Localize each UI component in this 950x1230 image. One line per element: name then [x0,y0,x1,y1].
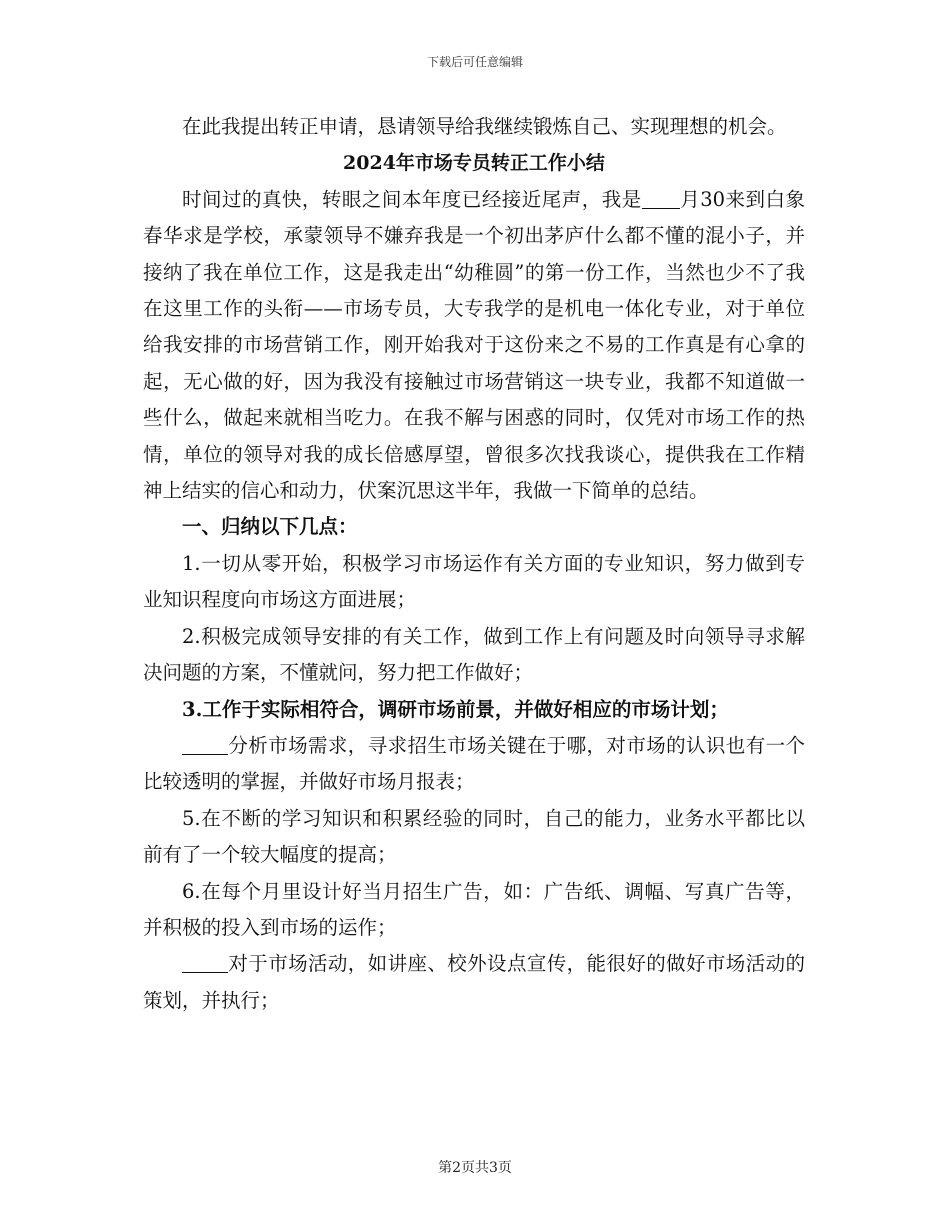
intro-text-part1: 时间过的真快，转眼之间本年度已经接近尾声，我是 [182,187,642,211]
list-item-1: 1.一切从零开始，积极学习市场运作有关方面的专业知识，努力做到专业知识程度向市场这方面进展； [143,551,805,612]
intro-text-part2: 月30来到白象春华求是学校，承蒙领导不嫌弃我是一个初出茅庐什么都不懂的混小子，并接纳了我在单位工作，这是我走出“幼稚圆”的第一份工作，当然也少不了我在这里工作的头衔——市场专员，大专我学的是机电一体化专业，对于单位给我安排的市场营销工作，刚开始我对于这份来之不易的工作真是有心拿的起，无心做的好，因为我没有接触过市场营销这一块专业，我都不知道做一些什么，做起来就相当吃力。在我不解与困惑的同时，仅凭对市场工作的热情，单位的领导对我的成长倍感厚望，曾很多次找我谈心，提供我在工作精神上结实的信心和动力，伏案沉思这半年，我做一下简单的总结。 [143,187,805,503]
list-item-7 [143,946,805,1019]
page-header: 下载后可任意编辑 [426,55,523,69]
blank-underline [182,732,228,754]
list-item-5: 5.在不断的学习知识和积累经验的同时，自己的能力，业务水平都比以前有了一个较大幅度的提高； [143,806,805,867]
list-item-4-text: 分析市场需求，寻求招生市场关键在于哪，对市场的认识也有一个比较透明的掌握，并做好市场月报表； [143,733,805,794]
page-footer: 第2页共3页 [438,1160,512,1176]
section-heading: 一、归纳以下几点： [182,515,358,539]
closing-paragraph: 在此我提出转正申请，恳请领导给我继续锻炼自己、实现理想的机会。 [182,115,787,138]
blank-underline [182,951,228,973]
document-title: 2024年市场专员转正工作小结 [343,152,605,175]
blank-underline [642,186,680,208]
document-body [143,109,805,1019]
list-item-3: 3.工作于实际相符合，调研市场前景，并做好相应的市场计划； [182,697,729,721]
list-item-6: 6.在每个月里设计好当月招生广告，如：广告纸、调幅、写真广告等，并积极的投入到市场的运作； [143,879,805,939]
intro-paragraph [143,182,805,510]
list-item-4 [143,728,805,801]
list-item-7-text: 对于市场活动，如讲座、校外设点宣传，能很好的做好市场活动的策划，并执行； [143,952,805,1012]
list-item-2: 2.积极完成领导安排的有关工作，做到工作上有问题及时向领导寻求解决问题的方案，不懂就问，努力把工作做好； [143,624,805,685]
